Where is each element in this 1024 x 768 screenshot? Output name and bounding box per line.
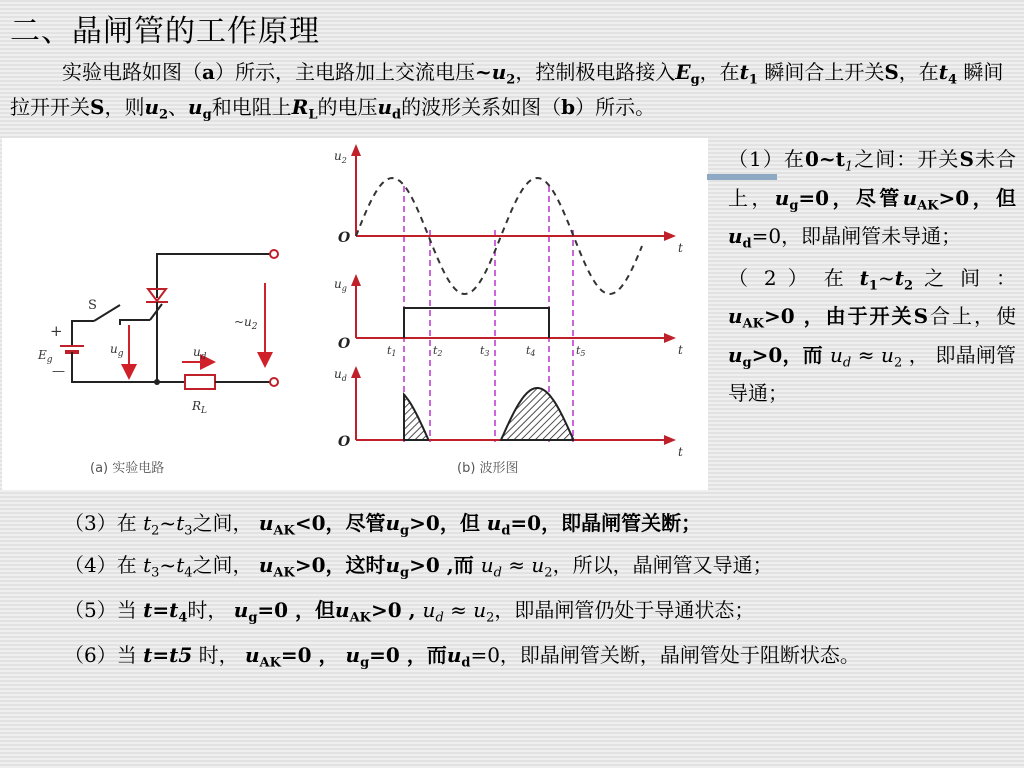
- tick-t5: t5: [576, 344, 586, 358]
- tick-t2: t2: [433, 344, 443, 358]
- figure-svg: [2, 138, 708, 490]
- caption-a: (a) 实验电路: [90, 461, 165, 476]
- wire-top: [157, 254, 274, 266]
- item-6: （6）当 t=t5 时， $u_{AK}=0$ ， $u_g=0$ ，而$u_d=0$，即晶闸管关断，晶闸管处于阻断状态。: [64, 643, 860, 671]
- side-text: [728, 140, 1016, 413]
- label-plus: +: [50, 322, 63, 340]
- side-paragraph-2: （ 2 ） 在 $t_1\sim t_2$ 之 间 ：$u_{AK}>0$ ，由于开关S合上，使$u_g>0$，而 $u_d \approx u_2$ ， 即晶闸管导通；: [728, 265, 1017, 405]
- origin-label-1: O: [338, 230, 351, 246]
- t-axis-label-2: t: [678, 343, 683, 357]
- label-RL: $R_L$: [192, 399, 208, 416]
- label-Eg: $E_g$: [38, 348, 53, 365]
- label-ug: $u_g$: [110, 342, 124, 359]
- tick-t3: t3: [480, 344, 490, 358]
- terminal-bottom: [270, 378, 278, 386]
- axis-ud-label: $u_d$: [334, 367, 347, 383]
- figure-panel: [2, 138, 708, 490]
- thyristor-symbol: [146, 266, 168, 382]
- ud-segment-1: [404, 395, 428, 440]
- label-S: S: [88, 298, 97, 313]
- label-minus: —: [52, 364, 65, 379]
- resistor-RL: [185, 375, 215, 389]
- item-4: （4）在 $t_3\sim t_4$之间， $u_{AK}>0$，这时$u_g>0$ ,而 $u_d \approx u_2$，所以，晶闸管又导通；: [64, 553, 773, 581]
- slide-title: 二、晶闸管的工作原理: [10, 14, 320, 49]
- t-axis-label-3: t: [678, 445, 683, 459]
- tick-t1: t1: [387, 344, 397, 358]
- terminal-top: [270, 250, 278, 258]
- item-3: （3）在 $t_2\sim t_3$之间， $u_{AK}<0$，尽管$u_g>0$，但 $u_d=0$，即晶闸管关断；: [64, 511, 702, 539]
- label-u2: $\sim u_2$: [234, 315, 258, 332]
- ug-pulse: [404, 308, 549, 338]
- item-5: （5）当 $t=t_4$时， $u_g=0$ ，但$u_{AK}>0$ , $u_d \approx u_2$，即晶闸管仍处于导通状态；: [64, 598, 755, 626]
- intro-paragraph: 实验电路如图（a）所示，主电路加上交流电压$\sim u_2$，控制极电路接入$E_g$，在$t_1$ 瞬间合上开关S，在$t_4$ 瞬间拉开开关S，则$u_2$、$u_g$和电阻上$R_L$的电压$u_d$的波形关系如图（b）所示。: [10, 60, 1004, 123]
- axis-u2-label: $u_2$: [334, 149, 347, 165]
- waveform-diagram: [334, 144, 683, 459]
- switch-S: [94, 305, 120, 321]
- tick-t4: t4: [526, 344, 536, 358]
- axis-ug-label: $u_g$: [334, 277, 347, 293]
- t-axis-label-1: t: [678, 241, 683, 255]
- ud-segment-2: [501, 388, 573, 440]
- origin-label-2: O: [338, 336, 351, 352]
- side-paragraph-1: （1）在$0\sim t_1$之间：开关S未合上，$u_g=0$，尽管$u_{AK}>0$，但$u_d=0$，即晶闸管未导通；: [728, 147, 1017, 252]
- caption-b: (b) 波形图: [457, 461, 519, 476]
- origin-label-3: O: [338, 434, 351, 450]
- circuit-diagram: [37, 250, 278, 416]
- label-ud: $u_d$: [193, 345, 207, 362]
